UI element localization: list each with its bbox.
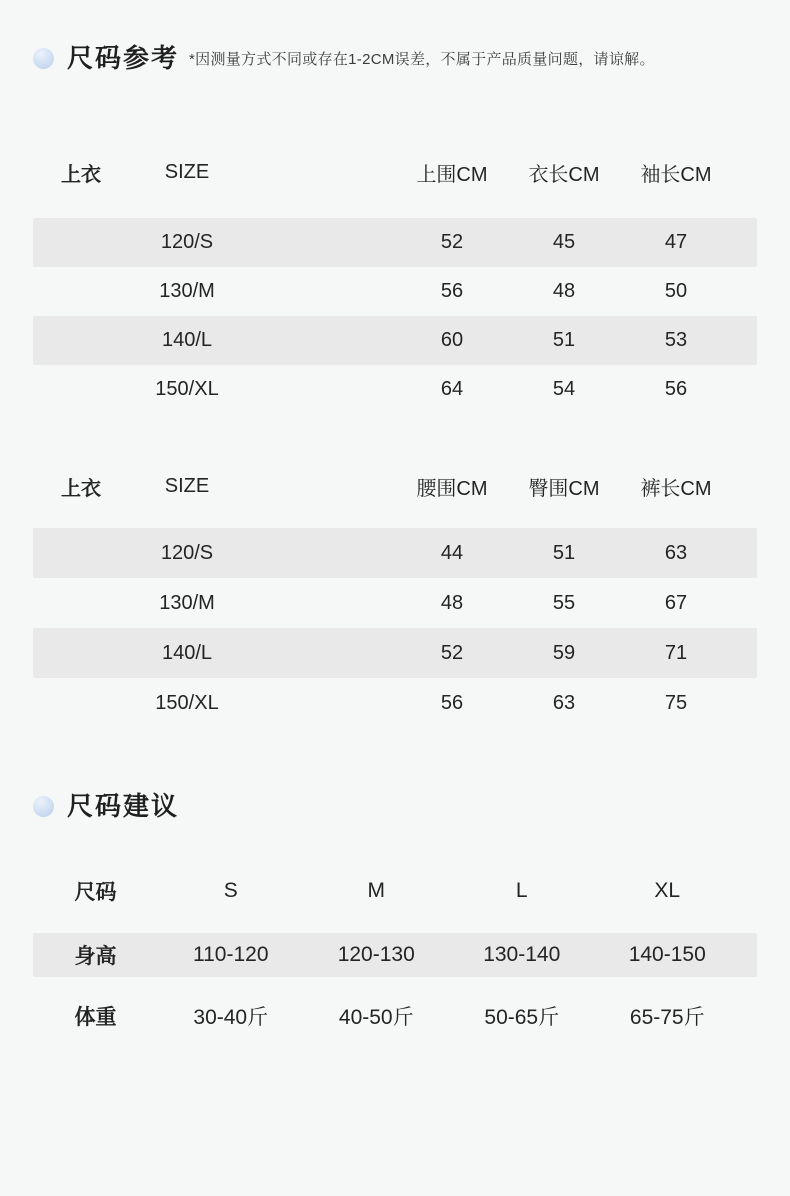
cell-height-m: 120-130 [337,943,415,966]
header-l: L [515,879,528,902]
header-hip: 臀围CM [528,478,600,500]
cell-size: 130/M [159,591,215,614]
section-bullet-icon [33,48,54,69]
top-table-header-row [33,158,757,186]
table-row [33,578,757,628]
cell-bust: 56 [440,280,464,302]
cell-length: 54 [552,378,576,400]
cell-pants: 63 [664,541,688,564]
cell-weight-s: 30-40斤 [193,1006,269,1029]
header-bust: 上围CM [416,164,488,186]
top-table-body [33,218,757,414]
header-xl: XL [654,879,681,902]
cell-sleeve: 50 [664,280,688,302]
header-pants-length: 裤长CM [640,478,712,500]
cell-size: 130/M [159,280,215,302]
header-waist: 腰围CM [416,478,488,500]
suggestion-header-row [33,876,757,904]
cell-sleeve: 53 [664,329,688,351]
cell-weight-xl: 65-75斤 [629,1006,705,1029]
cell-sleeve: 47 [664,231,688,253]
cell-height-s: 110-120 [192,943,269,966]
row-label-height: 身高 [74,945,117,968]
size-suggestion-table [33,876,757,1038]
table-row [33,365,757,414]
size-chart-page [0,44,790,1196]
header-sleeve: 袖长CM [640,164,712,186]
top-size-table [33,158,757,414]
table-row [33,628,757,678]
size-suggestion-header [33,792,790,820]
cell-hip: 55 [552,591,576,614]
cell-waist: 56 [440,691,464,714]
section-bullet-icon [33,796,54,817]
table-row [33,528,757,578]
size-reference-header [33,44,790,72]
header-size: SIZE [164,475,210,497]
header-garment: 上衣 [61,478,101,500]
section-title: 尺码建议 [67,791,180,821]
cell-bust: 60 [440,329,464,351]
height-row [33,933,757,977]
cell-height-xl: 140-150 [628,943,706,966]
cell-waist: 44 [440,541,464,564]
cell-waist: 48 [440,591,464,614]
cell-hip: 59 [552,641,576,664]
cell-size: 120/S [160,541,214,564]
row-label-weight: 体重 [74,1006,117,1029]
cell-waist: 52 [440,641,464,664]
section-title: 尺码参考 [67,43,180,73]
cell-weight-l: 50-65斤 [484,1006,560,1029]
table-row [33,218,757,267]
table-row [33,678,757,728]
cell-size: 140/L [161,329,213,351]
header-garment: 上衣 [61,164,101,186]
suggestion-table-body [33,933,757,1038]
cell-length: 45 [552,231,576,253]
bottom-table-header-row [33,472,757,500]
cell-pants: 71 [664,641,688,664]
cell-sleeve: 56 [664,378,688,400]
cell-bust: 64 [440,378,464,400]
weight-row [33,994,757,1038]
header-m: M [367,879,385,902]
measurement-disclaimer: *因测量方式不同或存在1-2CM误差，不属于产品质量问题，请谅解。 [189,51,655,68]
cell-size: 150/XL [155,378,219,400]
cell-length: 51 [552,329,576,351]
cell-size: 120/S [160,231,214,253]
cell-length: 48 [552,280,576,302]
bottom-size-table [33,472,757,728]
header-s: S [223,879,238,902]
header-length: 衣长CM [528,164,600,186]
cell-pants: 67 [664,591,688,614]
table-row [33,267,757,316]
cell-pants: 75 [664,691,688,714]
header-size-label: 尺码 [74,881,117,904]
table-row [33,316,757,365]
cell-size: 140/L [161,641,213,664]
cell-hip: 63 [552,691,576,714]
cell-weight-m: 40-50斤 [338,1006,414,1029]
header-size: SIZE [164,161,210,183]
cell-height-l: 130-140 [483,943,561,966]
bottom-table-body [33,528,757,728]
cell-bust: 52 [440,231,464,253]
cell-size: 150/XL [155,691,219,714]
cell-hip: 51 [552,541,576,564]
